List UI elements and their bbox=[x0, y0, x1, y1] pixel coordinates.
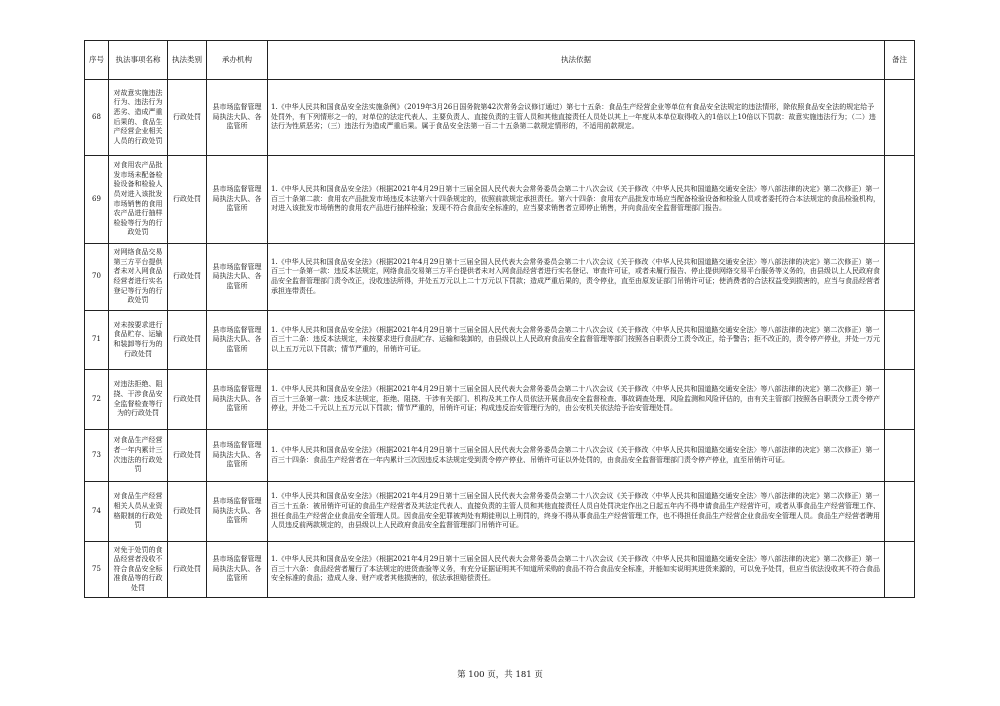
row-remarks bbox=[885, 311, 915, 370]
row-category: 行政处罚 bbox=[168, 80, 207, 156]
row-agency: 县市场监督管理局执法大队、各监管所 bbox=[207, 80, 268, 156]
row-item-name: 对违法拒绝、阻挠、干涉食品安全监督检查等行为的行政处罚 bbox=[109, 370, 168, 430]
header-remarks: 备注 bbox=[885, 41, 915, 80]
table-row bbox=[85, 370, 915, 430]
row-seq: 70 bbox=[85, 244, 109, 311]
row-item-name: 对食用农产品批发市场未配备检验设备和检验人员对进入该批发市场销售的食用农产品进行抽样检验等行为的行政处罚 bbox=[109, 156, 168, 244]
row-seq: 75 bbox=[85, 542, 109, 598]
row-item-name: 对网络食品交易第三方平台提供者未对入网食品经营者进行实名登记等行为的行政处罚 bbox=[109, 244, 168, 311]
row-category: 行政处罚 bbox=[168, 482, 207, 542]
header-item-name: 执法事项名称 bbox=[109, 41, 168, 80]
row-item-name: 对食品生产经营相关人员从业资格限制的行政处罚 bbox=[109, 482, 168, 542]
table-row bbox=[85, 156, 915, 244]
row-basis: 1.《中华人民共和国食品安全法实施条例》（2019年3月26日国务院第42次常务会议修订通过）第七十五条：食品生产经营企业等单位有食品安全法规定的违法情形，除依照食品安全法的规定给予处罚外，有下列情形之一的，对单位的法定代表人、主要负责人、直接负责的主管人员和其他直接责任人员处以其上一年度从本单位取得收入的1倍以上10倍以下罚款：故意实施违法行为；（二）违法行为性质恶劣；（三）违法行为造成严重后果。属于食品安全法第一百二十五条第二款规定情形的，不适用前款规定。 bbox=[268, 80, 885, 156]
row-remarks bbox=[885, 542, 915, 598]
row-remarks bbox=[885, 80, 915, 156]
row-remarks bbox=[885, 482, 915, 542]
row-agency: 县市场监督管理局执法大队、各监管所 bbox=[207, 482, 268, 542]
row-remarks bbox=[885, 370, 915, 430]
row-item-name: 对未按要求进行食品贮存、运输和装卸等行为的行政处罚 bbox=[109, 311, 168, 370]
row-category: 行政处罚 bbox=[168, 244, 207, 311]
table-row bbox=[85, 430, 915, 482]
row-seq: 68 bbox=[85, 80, 109, 156]
row-agency: 县市场监督管理局执法大队、各监管所 bbox=[207, 156, 268, 244]
row-basis: 1.《中华人民共和国食品安全法》（根据2021年4月29日第十三届全国人民代表大会常务委员会第二十八次会议《关于修改〈中华人民共和国道路交通安全法〉等八部法律的决定》第二次修正）第一百三十一条第一款：违反本法规定，网络食品交易第三方平台提供者未对入网食品经营者进行实名登记、审查许可证，或者未履行报告、停止提供网络交易平台服务等义务的，由县级以上人民政府食品安全监督管理部门责令改正，没收违法所得，并处五万元以上二十万元以下罚款；造成严重后果的，责令停业，直至由原发证部门吊销许可证；使消费者的合法权益受到损害的，应当与食品经营者承担连带责任。 bbox=[268, 244, 885, 311]
header-category: 执法类别 bbox=[168, 41, 207, 80]
table-row bbox=[85, 311, 915, 370]
row-category: 行政处罚 bbox=[168, 542, 207, 598]
table-row bbox=[85, 482, 915, 542]
row-item-name: 对故意实施违法行为、违法行为恶劣、造成严重后果的、食品生产经营企业相关人员的行政处罚 bbox=[109, 80, 168, 156]
header-agency: 承办机构 bbox=[207, 41, 268, 80]
table-row bbox=[85, 80, 915, 156]
enforcement-table bbox=[84, 40, 915, 598]
row-seq: 72 bbox=[85, 370, 109, 430]
row-remarks bbox=[885, 430, 915, 482]
row-basis: 1.《中华人民共和国食品安全法》（根据2021年4月29日第十三届全国人民代表大会常务委员会第二十八次会议《关于修改〈中华人民共和国道路交通安全法〉等八部法律的决定》第二次修正）第一百三十条第二款：食用农产品批发市场违反本法第六十四条规定的，依照前款规定承担责任。第六十四条：食用农产品批发市场应当配备检验设备和检验人员或者委托符合本法规定的食品检验机构，对进入该批发市场销售的食用农产品进行抽样检验；发现不符合食品安全标准的，应当要求销售者立即停止销售，并向食品安全监督管理部门报告。 bbox=[268, 156, 885, 244]
row-agency: 县市场监督管理局执法大队、各监管所 bbox=[207, 311, 268, 370]
row-basis: 1.《中华人民共和国食品安全法》（根据2021年4月29日第十三届全国人民代表大会常务委员会第二十八次会议《关于修改〈中华人民共和国道路交通安全法〉等八部法律的决定》第二次修正）第一百三十四条：食品生产经营者在一年内累计三次因违反本法规定受到责令停产停业、吊销许可证以外处罚的，由食品安全监督管理部门责令停产停业，直至吊销许可证。 bbox=[268, 430, 885, 482]
row-category: 行政处罚 bbox=[168, 311, 207, 370]
table-header-row bbox=[85, 41, 915, 80]
header-basis: 执法依据 bbox=[268, 41, 885, 80]
row-item-name: 对食品生产经营者一年内累计三次违法的行政处罚 bbox=[109, 430, 168, 482]
row-basis: 1.《中华人民共和国食品安全法》（根据2021年4月29日第十三届全国人民代表大会常务委员会第二十八次会议《关于修改〈中华人民共和国道路交通安全法〉等八部法律的决定》第二次修正）第一百三十六条：食品经营者履行了本法规定的进货查验等义务，有充分证据证明其不知道所采购的食品不符合食品安全标准，并能如实说明其进货来源的，可以免予处罚，但应当依法没收其不符合食品安全标准的食品；造成人身、财产或者其他损害的，依法承担赔偿责任。 bbox=[268, 542, 885, 598]
row-category: 行政处罚 bbox=[168, 156, 207, 244]
table-row bbox=[85, 244, 915, 311]
row-basis: 1.《中华人民共和国食品安全法》（根据2021年4月29日第十三届全国人民代表大会常务委员会第二十八次会议《关于修改〈中华人民共和国道路交通安全法〉等八部法律的决定》第二次修正）第一百三十五条：被吊销许可证的食品生产经营者及其法定代表人、直接负责的主管人员和其他直接责任人员自处罚决定作出之日起五年内不得申请食品生产经营许可，或者从事食品生产经营管理工作、担任食品生产经营企业食品安全管理人员。因食品安全犯罪被判处有期徒刑以上刑罚的，终身不得从事食品生产经营管理工作，也不得担任食品生产经营企业食品安全管理人员。食品生产经营者聘用人员违反前两款规定的，由县级以上人民政府食品安全监督管理部门吊销许可证。 bbox=[268, 482, 885, 542]
row-category: 行政处罚 bbox=[168, 370, 207, 430]
row-agency: 县市场监督管理局执法大队、各监管所 bbox=[207, 244, 268, 311]
header-seq: 序号 bbox=[85, 41, 109, 80]
row-item-name: 对免于处罚的食品经营者没收不符合食品安全标准食品等的行政处罚 bbox=[109, 542, 168, 598]
row-seq: 71 bbox=[85, 311, 109, 370]
row-category: 行政处罚 bbox=[168, 430, 207, 482]
row-basis: 1.《中华人民共和国食品安全法》（根据2021年4月29日第十三届全国人民代表大会常务委员会第二十八次会议《关于修改〈中华人民共和国道路交通安全法〉等八部法律的决定》第二次修正）第一百三十二条：违反本法规定，未按要求进行食品贮存、运输和装卸的，由县级以上人民政府食品安全监督管理等部门按照各自职责分工责令改正，给予警告；拒不改正的，责令停产停业，并处一万元以上五万元以下罚款；情节严重的，吊销许可证。 bbox=[268, 311, 885, 370]
row-agency: 县市场监督管理局执法大队、各监管所 bbox=[207, 430, 268, 482]
table-row bbox=[85, 542, 915, 598]
row-agency: 县市场监督管理局执法大队、各监管所 bbox=[207, 370, 268, 430]
row-seq: 69 bbox=[85, 156, 109, 244]
page-number-footer: 第 100 页，共 181 页 bbox=[457, 670, 543, 680]
row-agency: 县市场监督管理局执法大队、各监管所 bbox=[207, 542, 268, 598]
row-remarks bbox=[885, 244, 915, 311]
row-remarks bbox=[885, 156, 915, 244]
row-basis: 1.《中华人民共和国食品安全法》（根据2021年4月29日第十三届全国人民代表大会常务委员会第二十八次会议《关于修改〈中华人民共和国道路交通安全法〉等八部法律的决定》第二次修正）第一百三十三条第一款：违反本法规定，拒绝、阻挠、干涉有关部门、机构及其工作人员依法开展食品安全监督检查、事故调查处理、风险监测和风险评估的，由有关主管部门按照各自职责分工责令停产停业，并处二千元以上五万元以下罚款；情节严重的，吊销许可证；构成违反治安管理行为的，由公安机关依法给予治安管理处罚。 bbox=[268, 370, 885, 430]
row-seq: 73 bbox=[85, 430, 109, 482]
row-seq: 74 bbox=[85, 482, 109, 542]
